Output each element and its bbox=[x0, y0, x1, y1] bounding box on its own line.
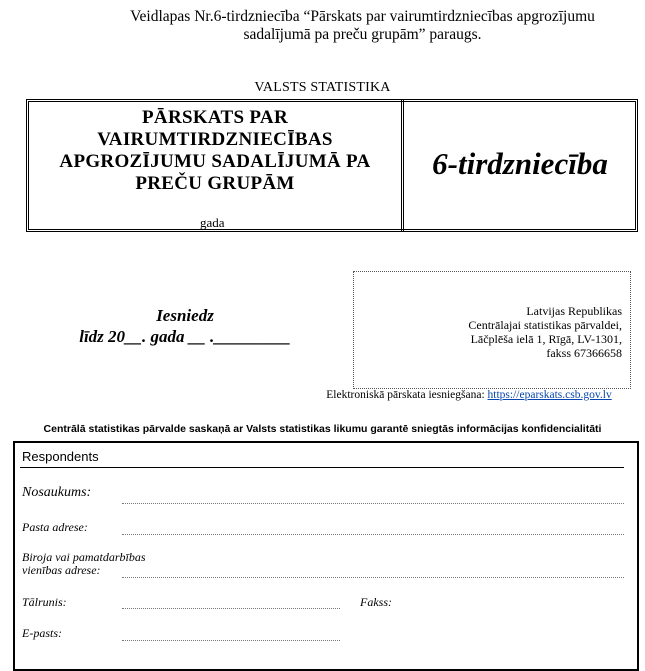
electronic-submission-label: Elektroniskā pārskata iesniegšana: bbox=[326, 389, 488, 401]
address-line-3: Lāčplēša ielā 1, Rīgā, LV-1301, bbox=[470, 332, 622, 346]
title-box-divider bbox=[401, 99, 404, 232]
name-label: Nosaukums: bbox=[22, 485, 92, 500]
report-title bbox=[30, 107, 400, 195]
submit-line-1: Iesniedz bbox=[156, 306, 214, 325]
postal-address-label: Pasta adrese: bbox=[22, 520, 88, 534]
report-title-line-3: APGROZĪJUMU SADALĪJUMĀ PA bbox=[59, 151, 371, 172]
email-field[interactable] bbox=[122, 640, 340, 641]
valsts-statistika-label: VALSTS STATISTIKA bbox=[254, 80, 391, 95]
address-line-4: fakss 67366658 bbox=[546, 346, 622, 360]
caption-line-1: Veidlapas Nr.6-tirdzniecība “Pārskats par vairumtirdzniecības apgrozījumu bbox=[130, 8, 595, 25]
report-title-line-4: PREČU GRUPĀM bbox=[135, 173, 295, 194]
caption-line-2: sadalījumā pa preču grupām” paraugs. bbox=[243, 26, 482, 43]
form-sample-caption bbox=[0, 8, 645, 44]
office-address-field[interactable] bbox=[122, 577, 624, 578]
respondent-section-title: Respondents bbox=[22, 449, 99, 464]
phone-field[interactable] bbox=[122, 608, 340, 609]
eparskats-link[interactable]: https://eparskats.csb.gov.lv bbox=[487, 389, 612, 401]
report-title-line-1: PĀRSKATS PAR bbox=[142, 107, 288, 128]
fax-label: Fakss: bbox=[360, 595, 392, 609]
year-label: gada bbox=[200, 215, 225, 230]
office-address-label-line-2: vienības adrese: bbox=[22, 563, 101, 577]
electronic-submission bbox=[300, 389, 638, 401]
submit-line-2: līdz 20__. gada __ ._________ bbox=[79, 327, 291, 346]
address-line-1: Latvijas Republikas bbox=[526, 304, 622, 318]
postal-address-field[interactable] bbox=[122, 534, 624, 535]
report-title-line-2: VAIRUMTIRDZNIECĪBAS bbox=[97, 129, 333, 150]
recipient-address bbox=[360, 304, 622, 360]
phone-label: Tālrunis: bbox=[22, 595, 67, 609]
name-field[interactable] bbox=[122, 503, 624, 504]
confidentiality-notice: Centrālā statistikas pārvalde saskaņā ar Valsts statistikas likumu garantē sniegtās informācijas konfidencialitāti bbox=[43, 423, 602, 435]
submission-deadline bbox=[55, 305, 315, 347]
form-code: 6-tirdzniecība bbox=[432, 146, 608, 181]
address-line-2: Centrālajai statistikas pārvaldei, bbox=[468, 318, 622, 332]
email-label: E-pasts: bbox=[22, 626, 62, 640]
respondent-title-underline bbox=[20, 467, 624, 468]
office-address-label-line-1: Biroja vai pamatdarbības bbox=[22, 550, 146, 564]
